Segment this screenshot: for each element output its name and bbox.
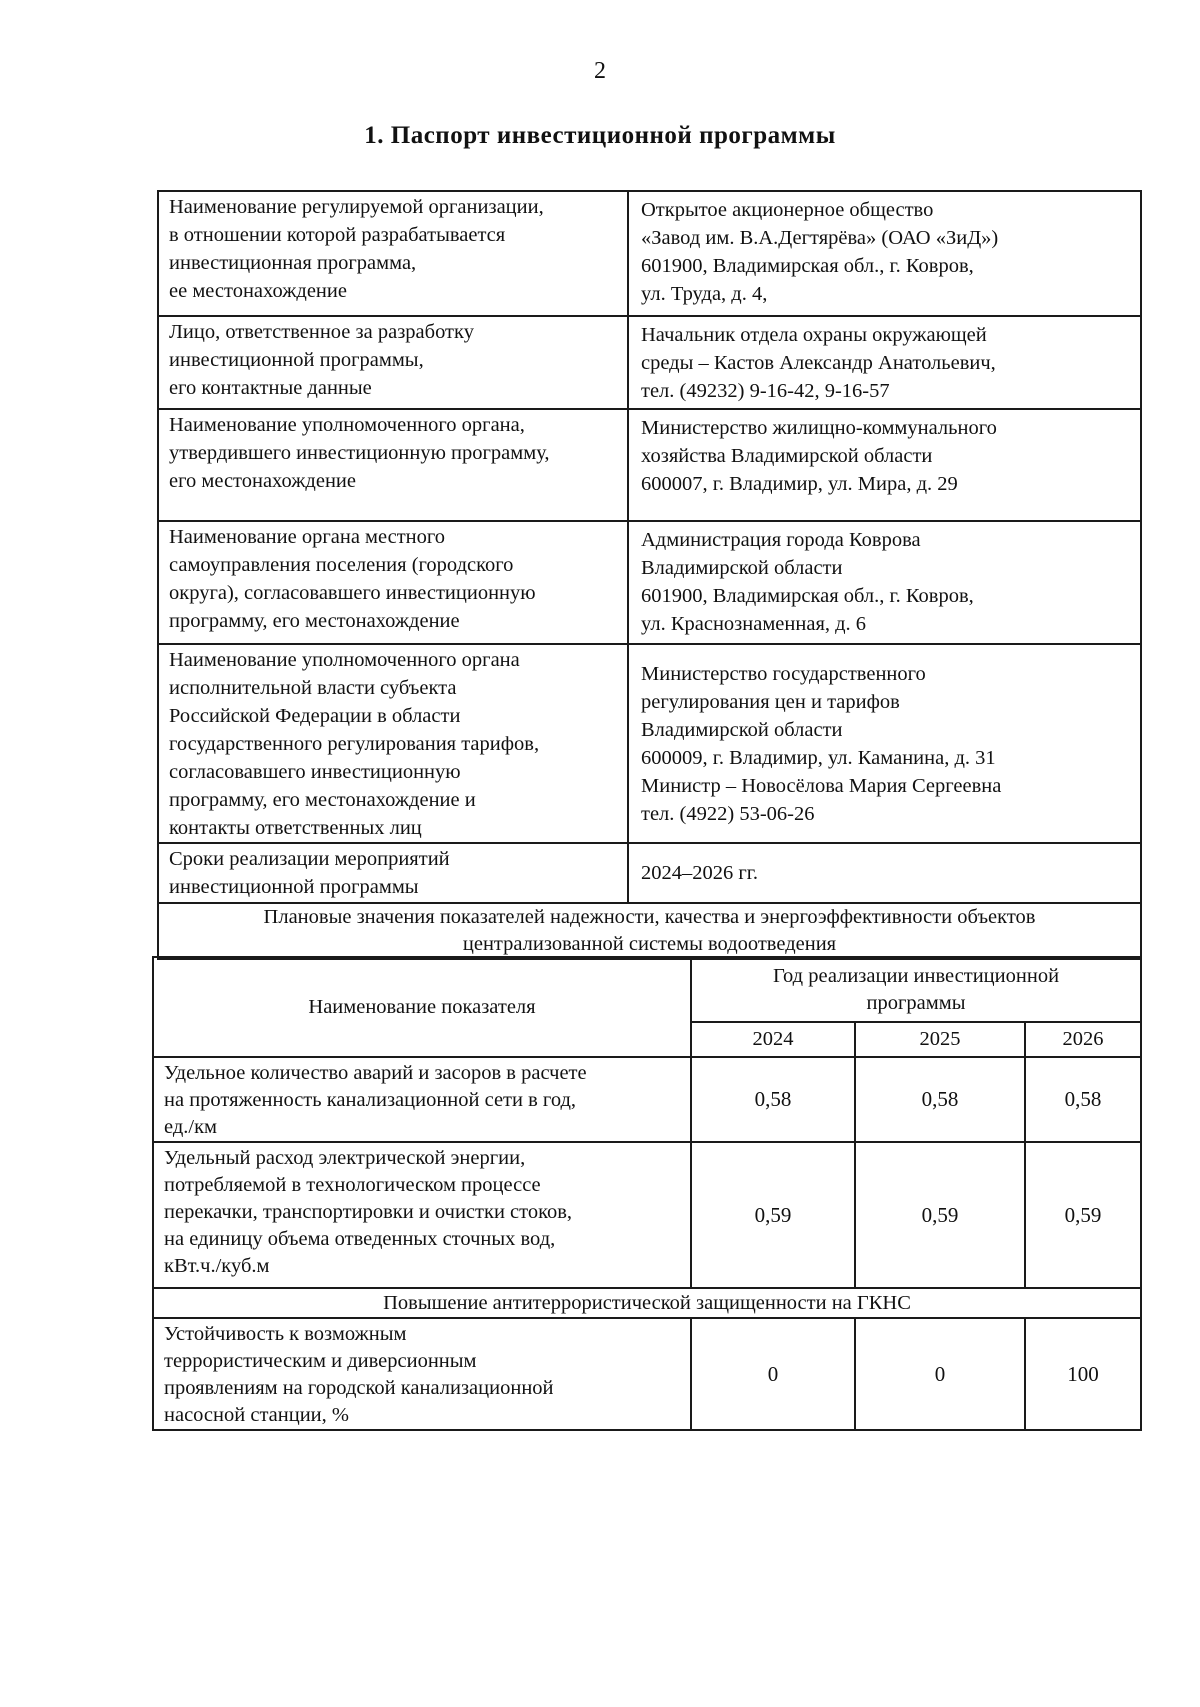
passport-row-approving-authority	[158, 409, 1141, 521]
year-header-2025: 2025	[855, 1022, 1025, 1057]
column-header-indicator-name: Наименование показателя	[153, 957, 691, 1057]
page-number: 2	[594, 58, 606, 84]
column-header-implementation-year: Год реализации инвестиционной программы	[691, 957, 1141, 1022]
passport-row-local-government	[158, 521, 1141, 644]
year-header-2024: 2024	[691, 1022, 855, 1057]
passport-value-implementation-period: 2024–2026 гг.	[628, 843, 1141, 903]
indicator-value-2025: 0	[855, 1318, 1025, 1430]
passport-value-approving-authority: Министерство жилищно-коммунального хозяйства Владимирской области 600007, г. Владимир, ул. Мира, д. 29	[628, 409, 1141, 521]
passport-value-responsible-person: Начальник отдела охраны окружающей среды – Кастов Александр Анатольевич, тел. (49232) 9-16-42, 9-16-57	[628, 316, 1141, 409]
passport-label-responsible-person: Лицо, ответственное за разработку инвестиционной программы, его контактные данные	[158, 316, 628, 409]
indicator-value-2025: 0,59	[855, 1142, 1025, 1288]
planned-values-header: Плановые значения показателей надежности, качества и энергоэффективности объектов централизованной системы водоотведения	[158, 903, 1141, 959]
passport-row-tariff-authority	[158, 644, 1141, 843]
indicators-table	[152, 956, 1142, 1431]
year-header-2026: 2026	[1025, 1022, 1141, 1057]
indicator-name: Удельный расход электрической энергии, потребляемой в технологическом процессе перекачки, транспортировки и очистки стоков, на единицу объема отведенных сточных вод, кВт.ч./куб.м	[153, 1142, 691, 1288]
indicator-value-2025: 0,58	[855, 1057, 1025, 1142]
passport-row-responsible-person	[158, 316, 1141, 409]
subsection-title: Повышение антитеррористической защищенности на ГКНС	[153, 1288, 1141, 1318]
indicator-name: Удельное количество аварий и засоров в расчете на протяженность канализационной сети в год, ед./км	[153, 1057, 691, 1142]
passport-label-implementation-period: Сроки реализации мероприятий инвестиционной программы	[158, 843, 628, 903]
passport-table	[157, 190, 1142, 960]
table-row	[153, 1057, 1141, 1142]
subsection-row	[153, 1288, 1141, 1318]
passport-label-approving-authority: Наименование уполномоченного органа, утвердившего инвестиционную программу, его местонахождение	[158, 409, 628, 521]
indicator-value-2024: 0,59	[691, 1142, 855, 1288]
passport-label-local-government: Наименование органа местного самоуправления поселения (городского округа), согласовавшего инвестиционную программу, его местонахождение	[158, 521, 628, 644]
indicator-value-2026: 0,59	[1025, 1142, 1141, 1288]
passport-label-tariff-authority: Наименование уполномоченного органа исполнительной власти субъекта Российской Федерации в области государственного регулирования тарифов, согласовавшего инвестиционную программу, его местонахождение и контакты ответственных лиц	[158, 644, 628, 843]
indicator-name: Устойчивость к возможным террористическим и диверсионным проявлениям на городской канализационной насосной станции, %	[153, 1318, 691, 1430]
passport-value-local-government: Администрация города Коврова Владимирской области 601900, Владимирская обл., г. Ковров, ул. Краснознаменная, д. 6	[628, 521, 1141, 644]
indicators-header-row	[153, 957, 1141, 1022]
planned-values-header-row	[158, 903, 1141, 959]
indicator-value-2024: 0	[691, 1318, 855, 1430]
table-row	[153, 1142, 1141, 1288]
passport-label-organization: Наименование регулируемой организации, в отношении которой разрабатывается инвестиционная программа, ее местонахождение	[158, 191, 628, 316]
indicator-value-2026: 100	[1025, 1318, 1141, 1430]
indicator-value-2024: 0,58	[691, 1057, 855, 1142]
passport-value-tariff-authority: Министерство государственного регулирования цен и тарифов Владимирской области 600009, г. Владимир, ул. Каманина, д. 31 Министр – Новосёлова Мария Сергеевна тел. (4922) 53-06-26	[628, 644, 1141, 843]
indicator-value-2026: 0,58	[1025, 1057, 1141, 1142]
passport-row-organization	[158, 191, 1141, 316]
table-row	[153, 1318, 1141, 1430]
page-title: 1. Паспорт инвестиционной программы	[364, 122, 836, 149]
passport-value-organization: Открытое акционерное общество «Завод им. В.А.Дегтярёва» (ОАО «ЗиД») 601900, Владимирская обл., г. Ковров, ул. Труда, д. 4,	[628, 191, 1141, 316]
passport-row-implementation-period	[158, 843, 1141, 903]
